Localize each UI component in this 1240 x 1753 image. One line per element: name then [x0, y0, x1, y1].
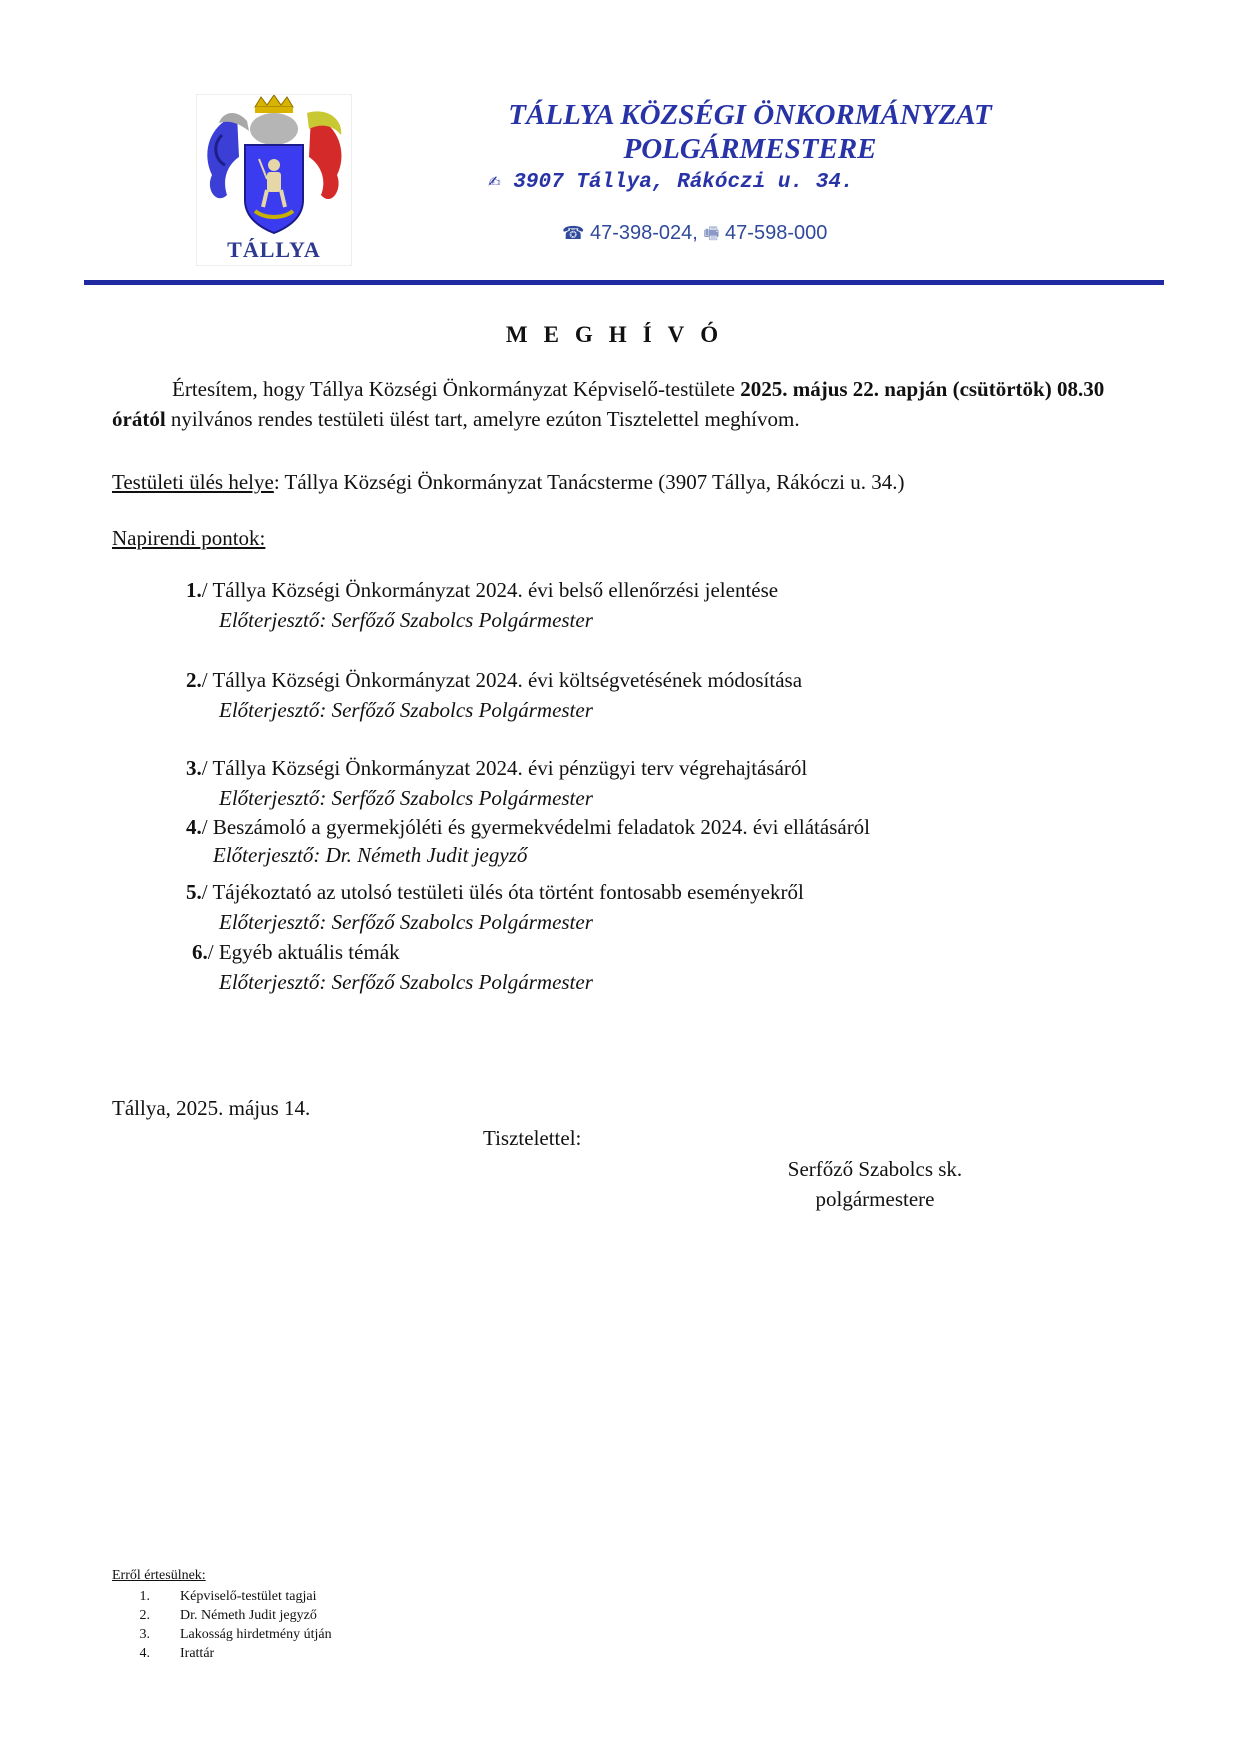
agenda-item-text: / Tájékoztató az utolsó testületi ülés óta történt fontosabb eseményekről [201, 880, 804, 904]
header-title-line1: TÁLLYA KÖZSÉGI ÖNKORMÁNYZAT [508, 99, 992, 131]
agenda-item-number: 1. [186, 578, 202, 602]
coat-of-arms-logo [196, 94, 352, 266]
list-item [112, 1625, 332, 1644]
distribution-list [112, 1587, 332, 1663]
phone-icon: ☎ [562, 223, 585, 243]
venue-text: : Tállya Községi Önkormányzat Tanácsterme (3907 Tállya, Rákóczi u. 34.) [273, 470, 905, 494]
agenda-item-number: 3. [186, 756, 202, 780]
agenda-item-3-title [186, 756, 807, 781]
intro-text-2: nyilvános rendes testületi ülést tart, amelyre ezúton Tisztelettel meghívom. [165, 407, 800, 431]
list-item-text: Irattár [180, 1646, 215, 1661]
list-item-text: Dr. Németh Judit jegyző [180, 1608, 317, 1623]
agenda-item-text: / Egyéb aktuális témák [207, 940, 400, 964]
agenda-item-6-presenter: Előterjesztő: Serfőző Szabolcs Polgármester [219, 970, 593, 994]
agenda-item-text: / Beszámoló a gyermekjóléti és gyermekvédelmi feladatok 2024. évi ellátásáról [201, 815, 871, 839]
meeting-time: 08.30 órától [112, 377, 1105, 431]
intro-paragraph [112, 374, 1142, 434]
venue-line [112, 467, 905, 497]
header-address-text: 3907 Tállya, Rákóczi u. 34. [513, 171, 854, 194]
agenda-item-number: 4. [186, 815, 202, 839]
agenda-item-4-title [186, 815, 870, 840]
fax-number: 47-598-000 [725, 222, 828, 244]
envelope-icon: ✍ [488, 171, 501, 194]
list-item-number: 4. [139, 1646, 150, 1661]
header-phone [562, 221, 827, 250]
list-item-text: Képviselő-testület tagjai [180, 1589, 317, 1604]
agenda-heading: Napirendi pontok: [112, 526, 266, 550]
header-address [488, 168, 854, 194]
list-item-number: 1. [139, 1589, 150, 1604]
agenda-item-text: / Tállya Községi Önkormányzat 2024. évi belső ellenőrzési jelentése [201, 578, 779, 602]
signer-name: Serfőző Szabolcs sk. [787, 1157, 963, 1181]
agenda-item-5-title [186, 880, 804, 905]
document-title: MEGHÍVÓ [505, 322, 735, 347]
agenda-item-2-title [186, 668, 802, 693]
agenda-item-number: 6. [192, 940, 208, 964]
agenda-item-number: 5. [186, 880, 202, 904]
intro-text-1: Értesítem, hogy Tállya Községi Önkormányzat Képviselő-testülete [172, 377, 741, 401]
list-item-number: 2. [139, 1608, 150, 1623]
list-item [112, 1644, 332, 1663]
agenda-item-1-presenter: Előterjesztő: Serfőző Szabolcs Polgármester [219, 608, 593, 632]
coat-of-arms-icon [197, 95, 351, 235]
agenda-item-5-presenter: Előterjesztő: Serfőző Szabolcs Polgármester [219, 910, 593, 934]
header-divider [84, 280, 1164, 285]
signer-title: polgármestere [815, 1187, 935, 1211]
list-item-text: Lakosság hirdetmény útján [180, 1627, 332, 1642]
fax-icon: 🖷 [703, 224, 720, 243]
list-item [112, 1587, 332, 1606]
header-title-line2: POLGÁRMESTERE [623, 133, 877, 165]
meeting-date: 2025. május 22. napján (csütörtök) [740, 377, 1052, 401]
agenda-item-number: 2. [186, 668, 202, 692]
agenda-item-1-title [186, 578, 778, 603]
crest-label: TÁLLYA [227, 237, 321, 262]
agenda-item-4-presenter: Előterjesztő: Dr. Németh Judit jegyző [213, 843, 528, 867]
venue-label: Testületi ülés helye [112, 470, 274, 494]
agenda-item-3-presenter: Előterjesztő: Serfőző Szabolcs Polgármester [219, 786, 593, 810]
agenda-item-text: / Tállya Községi Önkormányzat 2024. évi pénzügyi terv végrehajtásáról [201, 756, 808, 780]
closing: Tisztelettel: [483, 1126, 582, 1150]
distribution-heading: Erről értesülnek: [112, 1568, 206, 1583]
agenda-item-2-presenter: Előterjesztő: Serfőző Szabolcs Polgármester [219, 698, 593, 722]
agenda-item-text: / Tállya Községi Önkormányzat 2024. évi költségvetésének módosítása [201, 668, 803, 692]
agenda-item-6-title [192, 940, 400, 965]
list-item [112, 1606, 332, 1625]
place-date: Tállya, 2025. május 14. [112, 1096, 311, 1120]
list-item-number: 3. [139, 1627, 150, 1642]
phone-number: 47-398-024, [589, 222, 698, 244]
